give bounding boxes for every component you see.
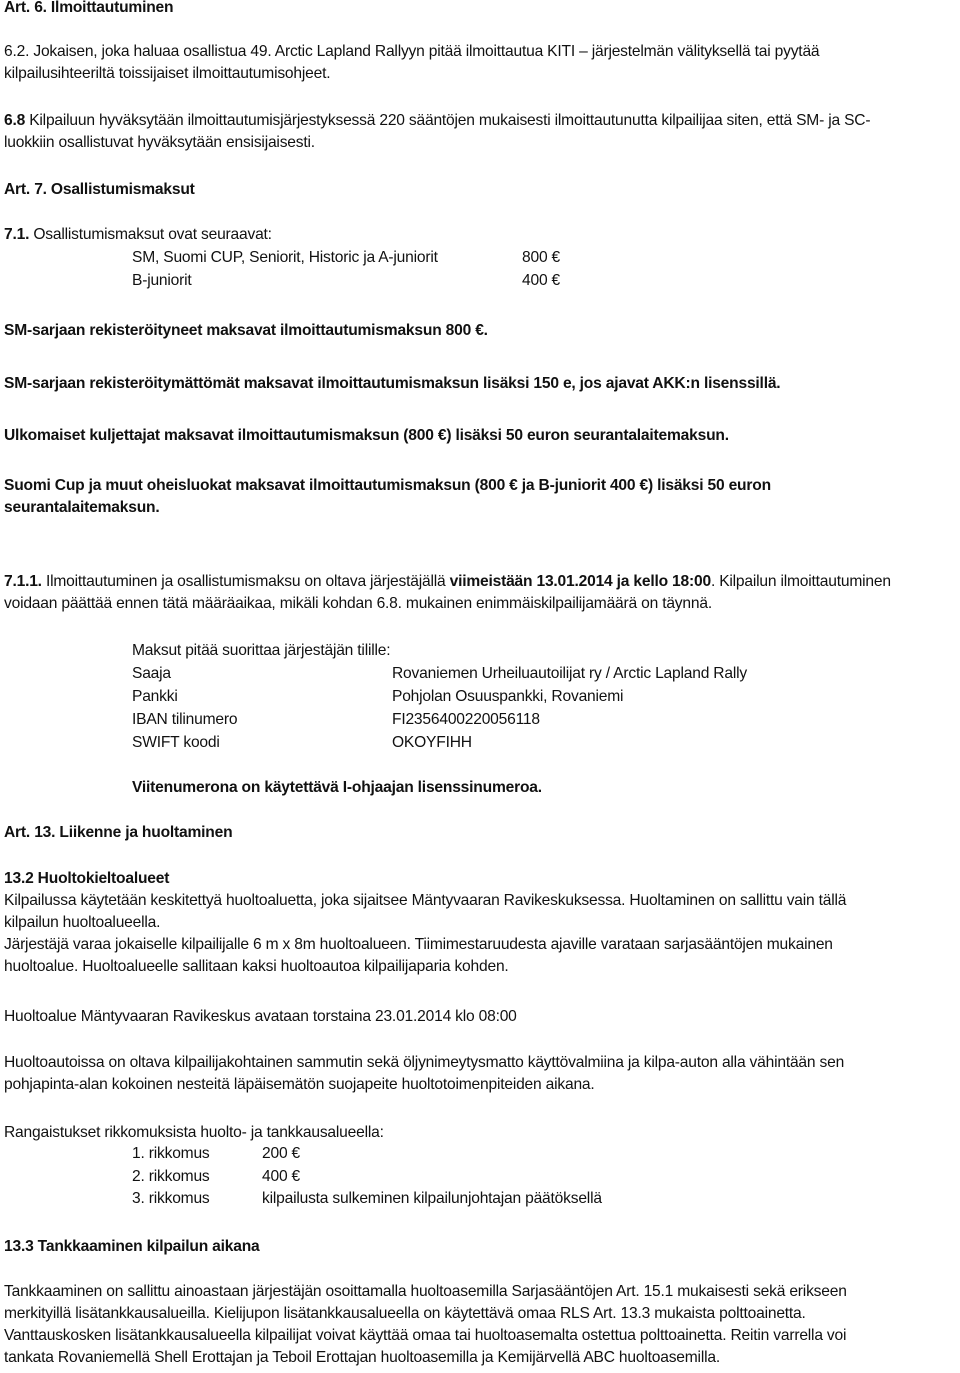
penalty-label: 3. rikkomus [132, 1190, 210, 1207]
penalty-row [132, 1188, 602, 1211]
paragraph-text: huoltoalue. Huoltoalueelle sallitaan kaksi huoltoautoa kilpailijaparia kohden. [4, 958, 509, 975]
payment-row [132, 685, 747, 708]
paragraph-text: Kilpailussa käytetään keskitettyä huoltoaluetta, joka sijaitsee Mäntyvaaran Ravikeskuksessa. Huoltaminen on sallittu vain tällä [4, 892, 847, 909]
payment-value: Pohjolan Osuuspankki, Rovaniemi [392, 688, 624, 705]
paragraph-7-1-1 [4, 571, 891, 615]
section-13-3-heading: 13.3 Tankkaaminen kilpailun aikana [4, 1238, 260, 1255]
reference-number-note: Viitenumerona on käytettävä I-ohjaajan lisenssinumeroa. [132, 779, 542, 796]
penalty-value: 200 € [262, 1145, 301, 1162]
paragraph-text: kilpailun huoltoalueella. [4, 914, 161, 931]
fee-note-suomi-cup [4, 475, 771, 519]
paragraph-6-2 [4, 41, 819, 85]
payment-label: Pankki [132, 688, 178, 705]
paragraph-13-3 [4, 1281, 847, 1369]
paragraph-text: pohjapinta-alan kokoinen nesteitä läpäisemätön suojapeite huoltotoimenpiteiden aikana. [4, 1076, 595, 1093]
paragraph-13-2-c [4, 1052, 844, 1096]
clause-number: 7.1.1. [4, 573, 42, 590]
fee-label: B-juniorit [132, 272, 192, 289]
paragraph-text: Ilmoittautuminen ja osallistumismaksu on oltava järjestäjällä [41, 573, 450, 590]
fee-row [132, 246, 956, 269]
penalty-value: 400 € [262, 1167, 301, 1185]
penalty-row [132, 1166, 602, 1189]
paragraph-text: Suomi Cup ja muut oheisluokat maksavat ilmoittautumismaksun (800 € ja B-juniorit 400 €) lisäksi 50 euron [4, 477, 771, 494]
paragraph-text: Jokaisen, joka haluaa osallistua 49. Arctic Lapland Rallyyn pitää ilmoittautua KITI – järjestelmän välityksellä tai pyytää [29, 43, 820, 60]
paragraph-13-2-a [4, 890, 846, 978]
penalty-label: 2. rikkomus [132, 1167, 210, 1185]
payment-intro: Maksut pitää suorittaa järjestäjän tilille: [132, 642, 391, 659]
paragraph-text: Järjestäjä varaa jokaiselle kilpailijalle 6 m x 8m huoltoalueen. Tiimimestaruudesta ajaville varataan sarjasääntöjen mukainen [4, 936, 833, 953]
penalty-value: kilpailusta sulkeminen kilpailunjohtajan päätöksellä [262, 1190, 602, 1207]
fee-note-registered: SM-sarjaan rekisteröityneet maksavat ilmoittautumismaksun 800 €. [4, 322, 488, 339]
paragraph-6-8 [4, 110, 870, 154]
paragraph-text: Tankkaaminen on sallittu ainoastaan järjestäjän osoittamalla huoltoasemilla Sarjasääntöjen Art. 15.1 mukaisesti sekä erikseen [4, 1283, 847, 1300]
clause-number: 7.1. [4, 226, 30, 243]
payment-details [4, 639, 747, 754]
paragraph-text: seurantalaitemaksun. [4, 499, 160, 516]
payment-label: SWIFT koodi [132, 734, 220, 751]
payment-value: Rovaniemen Urheiluautoilijat ry / Arctic Lapland Rally [392, 665, 747, 682]
payment-value: OKOYFIHH [392, 734, 472, 751]
payment-row [132, 662, 747, 685]
clause-number: 6.8 [4, 112, 26, 129]
paragraph-text: kilpailusihteeriltä toissijaiset ilmoittautumisohjeet. [4, 65, 331, 82]
art7-heading: Art. 7. Osallistumismaksut [4, 181, 195, 198]
payment-row [132, 708, 747, 731]
paragraph-text: . Kilpailun ilmoittautuminen [710, 573, 891, 590]
fee-table [4, 246, 956, 292]
penalties-table [4, 1143, 602, 1211]
paragraph-text: merkityillä lisätankkausalueilla. Kielijupon lisätankkausalueella on käytettävä omaa RLS Art. 13.3 mukaista polttoainetta. [4, 1305, 806, 1322]
fee-note-foreign: Ulkomaiset kuljettajat maksavat ilmoittautumismaksun (800 €) lisäksi 50 euron seurantalaitemaksun. [4, 427, 729, 444]
paragraph-7-1 [4, 224, 956, 292]
paragraph-text: voidaan päättää ennen tätä määräaikaa, mikäli kohdan 6.8. mukainen enimmäiskilpailijamäärä on täynnä. [4, 595, 712, 612]
payment-label: Saaja [132, 665, 171, 682]
penalty-row [132, 1143, 602, 1166]
penalty-label: 1. rikkomus [132, 1145, 210, 1162]
payment-row [132, 731, 747, 754]
clause-number: 6.2. [4, 43, 30, 60]
paragraph-text: luokkiin osallistuvat hyväksytään ensisijaisesti. [4, 134, 315, 151]
fee-amount: 400 € [522, 272, 561, 289]
fee-amount: 800 € [522, 249, 561, 266]
section-13-2-heading: 13.2 Huoltokieltoalueet [4, 870, 170, 887]
fee-label: SM, Suomi CUP, Seniorit, Historic ja A-juniorit [132, 249, 438, 266]
paragraph-text: Osallistumismaksut ovat seuraavat: [29, 226, 272, 243]
paragraph-13-2-b: Huoltoalue Mäntyvaaran Ravikeskus avataan torstaina 23.01.2014 klo 08:00 [4, 1008, 517, 1025]
fee-note-unregistered: SM-sarjaan rekisteröitymättömät maksavat ilmoittautumismaksun lisäksi 150 e, jos ajavat AKK:n lisenssillä. [4, 375, 781, 392]
paragraph-text: Vanttauskosken lisätankkausalueella kilpailijat voivat käyttää omaa tai huoltoasemalta ostettua polttoainetta. Reitin varrella voi [4, 1327, 847, 1344]
payment-value: FI2356400220056118 [392, 711, 540, 728]
payment-table [132, 662, 747, 754]
paragraph-text: Kilpailuun hyväksytään ilmoittautumisjärjestyksessä 220 sääntöjen mukaisesti ilmoittautunutta kilpailijaa siten, että SM- ja SC- [25, 112, 871, 129]
penalties-intro: Rangaistukset rikkomuksista huolto- ja tankkausalueella: [4, 1124, 384, 1141]
art13-heading: Art. 13. Liikenne ja huoltaminen [4, 824, 233, 841]
art6-heading: Art. 6. Ilmoittautuminen [4, 0, 174, 16]
deadline: viimeistään 13.01.2014 ja kello 18:00 [449, 573, 711, 590]
payment-label: IBAN tilinumero [132, 711, 238, 728]
paragraph-text: Huoltoautoissa on oltava kilpailijakohtainen sammutin sekä öljynimeytysmatto käyttövalmiina ja kilpa-auton alla vähintään sen [4, 1054, 845, 1071]
fee-row [132, 269, 956, 292]
paragraph-text: tankata Rovaniemellä Shell Erottajan ja Teboil Erottajan huoltoasemilla ja Kemijärvellä ABC huoltoasemilla. [4, 1349, 720, 1366]
